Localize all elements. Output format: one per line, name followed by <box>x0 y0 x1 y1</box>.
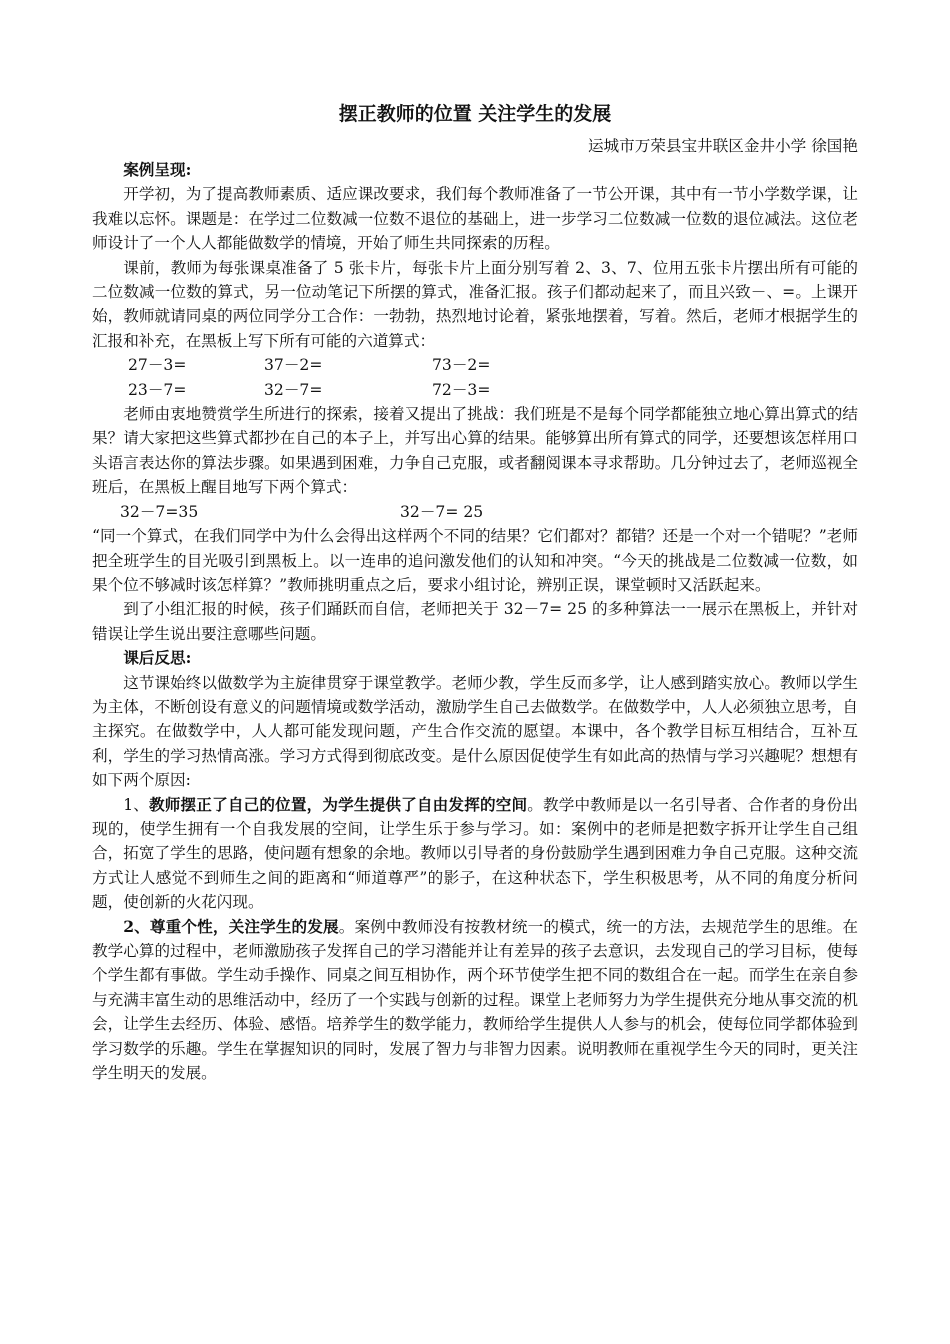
paragraph: “同一个算式，在我们同学中为什么会得出这样两个不同的结果？它们都对？都错？还是一个对一个错呢？”老师把全班学生的目光吸引到黑板上。以一连串的追问激发他们的认知和冲突。“今天的挑战是二位数减一位数，如果个位不够减时该怎样算？”教师挑明重点之后，要求小组讨论，辨别正误，课堂顿时又活跃起来。 <box>92 527 858 594</box>
paragraph <box>92 793 858 915</box>
author-line: 运城市万荣县宝井联区金井小学 徐国艳 <box>587 137 858 155</box>
reason-text: 。案例中教师没有按教材统一的模式，统一的方法，去规范学生的思维。在教学心算的过程中，老师激励孩子发挥自己的学习潜能并让有差异的孩子去意识，去发现自己的学习目标，使每个学生都有事做。学生动手操作、同桌之间互相协作，两个环节使学生把不同的数组合在一起。而学生在亲自参与充满丰富生动的思维活动中，经历了一个实践与创新的过程。课堂上老师努力为学生提供充分地从事交流的机会，让学生去经历、体验、感悟。培养学生的数学能力，教师给学生提供人人参与的机会，使每位同学都体验到学习数学的乐趣。学生在掌握知识的同时，发展了智力与非智力因素。说明教师在重视学生今天的同时，更关注学生明天的发展。 <box>92 917 858 1083</box>
student-answer: 32－7= 25 <box>400 502 484 521</box>
paragraph: 开学初，为了提高教师素质、适应课改要求，我们每个教师准备了一节公开课，其中有一节小学数学课，让我难以忘怀。课题是：在学过二位数减一位数不退位的基础上，进一步学习二位数减一位数的退位减法。这位老师设计了一个人人都能做数学的情境，开始了师生共同探索的历程。 <box>92 185 858 253</box>
equation: 73－2= <box>432 356 491 375</box>
answer-row <box>92 500 858 524</box>
equation: 37－2= <box>264 356 323 375</box>
section-heading-reflection: 课后反思: <box>123 648 192 668</box>
equation: 23－7= <box>128 380 187 399</box>
paragraph: 课前，教师为每张课桌准备了 5 张卡片，每张卡片上面分别写着 2、3、7、位用五张卡片摆出所有可能的二位数减一位数的算式，另一位动笔记下所摆的算式，准备汇报。孩子们都动起来了，而且兴致－、=。上课开始，教师就请同桌的两位同学分工合作：一勃勃，热烈地讨论着，紧张地摆着，写着。然后，老师才根据学生的汇报和补充，在黑板上写下所有可能的六道算式： <box>92 258 858 350</box>
equation-row <box>92 378 858 402</box>
equation: 72－3= <box>432 380 491 399</box>
paragraph <box>92 915 858 1086</box>
paragraph: 老师由衷地赞赏学生所进行的探索，接着又提出了挑战：我们班是不是每个同学都能独立地心算出算式的结果？请大家把这些算式都抄在自己的本子上，并写出心算的结果。能够算出所有算式的同学，还要想该怎样用口头语言表达你的算法步骤。如果遇到困难，力争自己克服，或者翻阅课本寻求帮助。几分钟过去了，老师巡视全班后，在黑板上醒目地写下两个算式： <box>92 405 858 497</box>
document-title: 摆正教师的位置 关注学生的发展 <box>338 103 612 125</box>
reason-heading: 教师摆正了自己的位置，为学生提供了自由发挥的空间 <box>149 794 528 814</box>
paragraph: 到了小组汇报的时候，孩子们踊跃而自信，老师把关于 32－7= 25 的多种算法一一展示在黑板上，并针对错误让学生说出要注意哪些问题。 <box>92 600 858 643</box>
equation-row <box>92 353 858 377</box>
reason-text: 。教学中教师是以一名引导者、合作者的身份出现的，使学生拥有一个自我发展的空间，让学生乐于参与学习。如：案例中的老师是把数字拆开让学生自己组合，拓宽了学生的思路，使问题有想象的余地。教师以引导者的身份鼓励学生遇到困难力争自己克服。这种交流方式让人感觉不到师生之间的距离和“师道尊严”的影子，在这种状态下，学生积极思考，从不同的角度分析问题，使创新的火花闪现。 <box>92 795 858 912</box>
equation: 27－3= <box>128 356 187 375</box>
paragraph: 这节课始终以做数学为主旋律贯穿于课堂教学。老师少教，学生反而多学，让人感到踏实放心。教师以学生为主体，不断创设有意义的问题情境或数学活动，激励学生自己去做数学。在做数学中，人人必须独立思考，自主探究。在做数学中，人人都可能发现问题，产生合作交流的愿望。本课中，各个教学目标互相结合，互补互利，学生的学习热情高涨。学习方式得到彻底改变。是什么原因促使学生有如此高的热情与学习兴趣呢？想想有如下两个原因: <box>92 673 858 790</box>
equation: 32－7= <box>264 380 323 399</box>
student-answer: 32－7=35 <box>120 502 199 521</box>
reason-heading: 2、尊重个性，关注学生的发展 <box>123 916 339 936</box>
list-number: 1、 <box>123 795 150 814</box>
section-heading-case: 案例呈现: <box>123 160 192 179</box>
